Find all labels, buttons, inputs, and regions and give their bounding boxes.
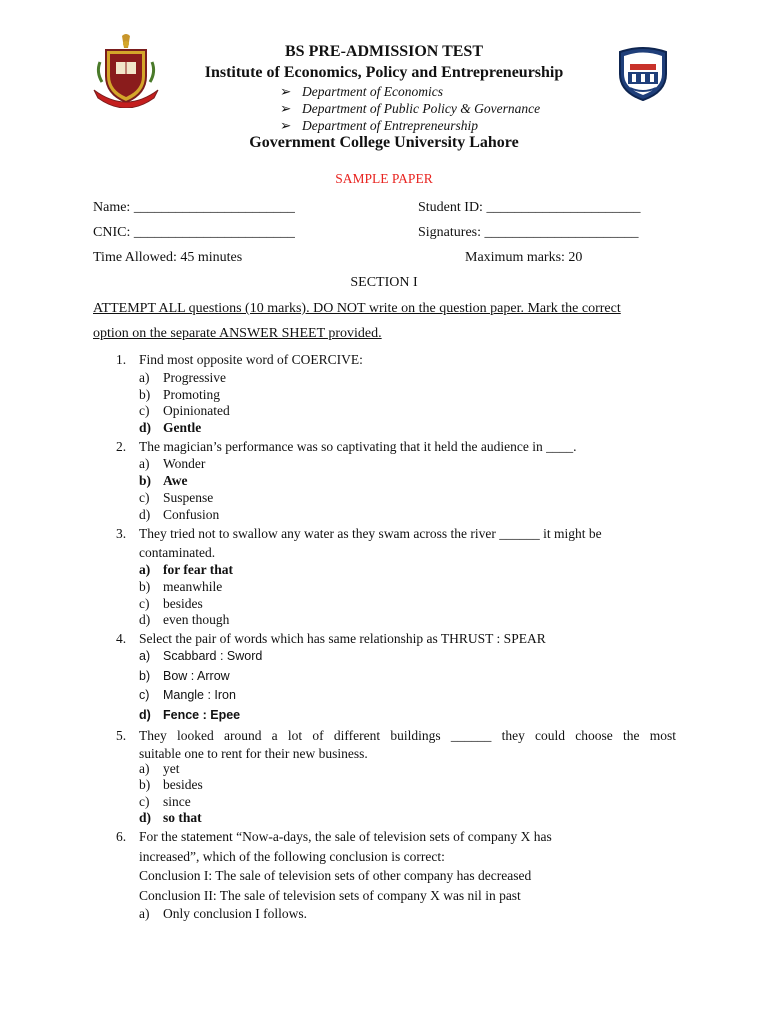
option: a) Progressive bbox=[139, 370, 226, 385]
signatures-field: Signatures: ______________________ bbox=[418, 225, 639, 240]
name-field: Name: _______________________ bbox=[93, 200, 295, 215]
option: c) Opinionated bbox=[139, 403, 230, 418]
correct-option: a) for fear that bbox=[139, 562, 233, 577]
question-text: The magician’s performance was so captivating that it held the audience in ____. bbox=[139, 439, 577, 454]
time-allowed: Time Allowed: 45 minutes bbox=[93, 250, 243, 265]
conclusion-1: Conclusion I: The sale of television sets of other company has decreased bbox=[139, 868, 532, 883]
question-4: 4. Select the pair of words which has same relationship as THRUST : SPEAR bbox=[116, 631, 546, 646]
question-2: 2. The magician’s performance was so captivating that it held the audience in ____. bbox=[116, 439, 577, 454]
question-text-line: For the statement “Now-a-days, the sale of television sets of company X has bbox=[139, 829, 552, 844]
option: d) Confusion bbox=[139, 507, 220, 522]
question-text-line: They looked around a lot of different buildings ______ they could choose the most bbox=[139, 728, 676, 743]
option: a) Scabbard : Sword bbox=[139, 649, 263, 663]
option: c) since bbox=[139, 794, 191, 809]
arrow-bullet-icon: ➢ bbox=[280, 101, 292, 116]
question-3: 3. They tried not to swallow any water as they swam across the river ______ it might be bbox=[116, 526, 602, 541]
conclusion-2: Conclusion II: The sale of television sets of company X was nil in past bbox=[139, 888, 521, 903]
option: a) Only conclusion I follows. bbox=[139, 906, 307, 921]
option: c) besides bbox=[139, 596, 203, 611]
option: b) Bow : Arrow bbox=[139, 669, 230, 683]
question-text-line: increased”, which of the following conclusion is correct: bbox=[139, 849, 445, 864]
question-text-line: contaminated. bbox=[139, 545, 216, 560]
question-1: 1. Find most opposite word of COERCIVE: bbox=[116, 352, 363, 367]
question-5: 5. They looked around a lot of different buildings ______ they could choose the most bbox=[116, 728, 676, 743]
question-text-line: They tried not to swallow any water as they swam across the river ______ it might be bbox=[139, 526, 602, 541]
option: a) Wonder bbox=[139, 456, 206, 471]
question-6: 6. For the statement “Now-a-days, the sale of television sets of company X has bbox=[116, 829, 552, 844]
question-3-continued bbox=[116, 543, 215, 562]
student-id-field: Student ID: ______________________ bbox=[418, 200, 641, 215]
max-marks: Maximum marks: 20 bbox=[465, 250, 583, 265]
institute-name: Institute of Economics, Policy and Entrepreneurship bbox=[204, 64, 564, 81]
department-item: ➢ Department of Entrepreneurship bbox=[280, 118, 478, 133]
cnic-field: CNIC: _______________________ bbox=[93, 225, 295, 240]
option: d) even though bbox=[139, 612, 230, 627]
question-text: Find most opposite word of COERCIVE: bbox=[139, 352, 363, 367]
option: c) Mangle : Iron bbox=[139, 688, 236, 702]
department-item: ➢ Department of Public Policy & Governance bbox=[280, 101, 541, 116]
section-title: SECTION I bbox=[350, 275, 418, 290]
department-list bbox=[280, 83, 540, 134]
question-text: Select the pair of words which has same relationship as THRUST : SPEAR bbox=[139, 631, 546, 646]
instructions: ATTEMPT ALL questions (10 marks). DO NOT write on the question paper. Mark the correct option on the separate ANSWER SHEET provided. bbox=[93, 301, 621, 341]
option: a) yet bbox=[139, 761, 180, 776]
department-item: ➢ Department of Economics bbox=[280, 84, 443, 99]
option: b) Promoting bbox=[139, 387, 221, 402]
arrow-bullet-icon: ➢ bbox=[280, 84, 292, 99]
sample-label: SAMPLE PAPER bbox=[335, 171, 433, 186]
correct-option: b) Awe bbox=[139, 473, 188, 488]
correct-option: d) so that bbox=[139, 810, 202, 825]
correct-option: d) Fence : Epee bbox=[139, 708, 241, 722]
question-6-continued bbox=[116, 847, 445, 866]
correct-option: d) Gentle bbox=[139, 420, 202, 435]
test-title: BS PRE-ADMISSION TEST bbox=[285, 43, 483, 60]
arrow-bullet-icon: ➢ bbox=[280, 118, 292, 133]
option: b) meanwhile bbox=[139, 579, 223, 594]
option: c) Suspense bbox=[139, 490, 214, 505]
question-text-line: suitable one to rent for their new business. bbox=[139, 746, 368, 761]
university-name: Government College University Lahore bbox=[249, 134, 519, 151]
option: b) besides bbox=[139, 777, 203, 792]
